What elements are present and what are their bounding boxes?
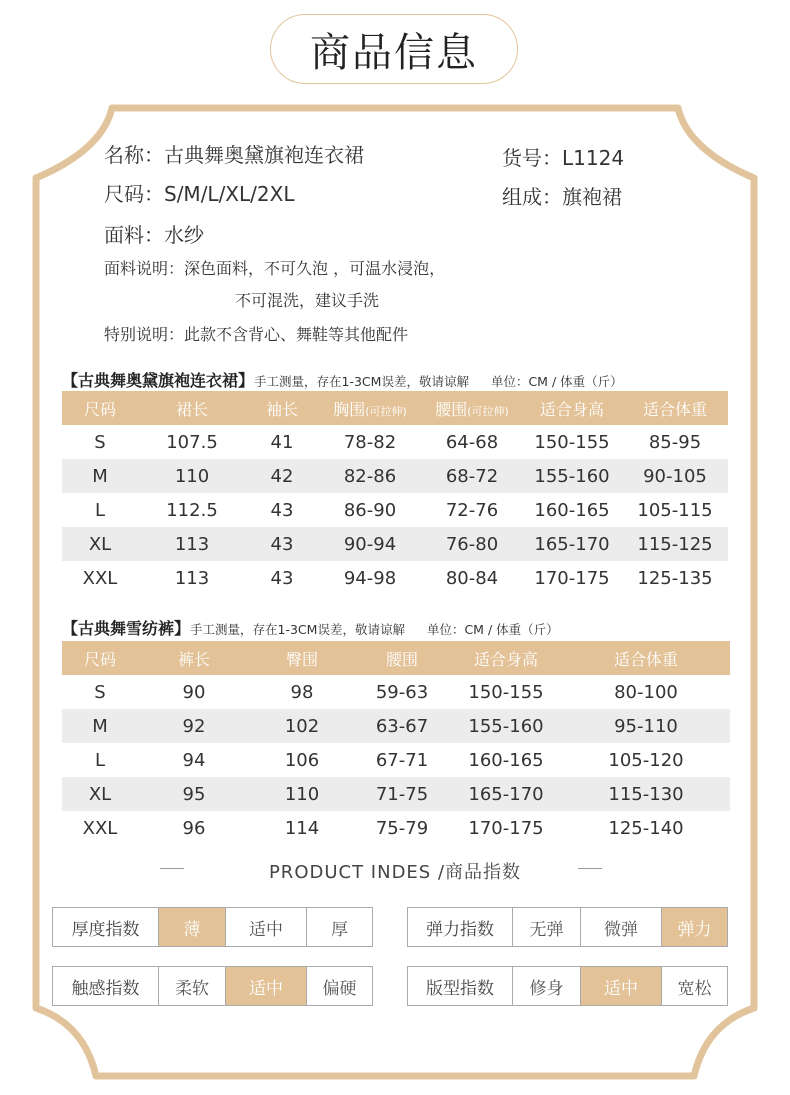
thickness-option-thin: 薄	[158, 908, 225, 946]
cell: 96	[182, 817, 206, 839]
cell: 113	[174, 567, 210, 589]
cell: 59-63	[375, 681, 429, 703]
cell: 90-94	[318, 527, 422, 561]
cell: 110	[250, 777, 354, 811]
fabric-note-line2: 不可混洗，建议手洗	[235, 291, 380, 310]
cell: 98	[290, 681, 314, 703]
cell: 63-67	[354, 709, 450, 743]
table-row	[62, 459, 728, 493]
table1-caption-note: 手工测量，存在1-3CM误差，敬请谅解	[254, 374, 469, 389]
fabric-note-line1: 面料说明：深色面料，不可久泡 ，可温水浸泡，	[104, 259, 446, 278]
cell: 94-98	[343, 567, 397, 589]
cell: L	[94, 749, 106, 771]
cell: M	[62, 459, 138, 493]
elasticity-index-label: 弹力指数	[426, 919, 494, 940]
cell: 80-100	[614, 681, 678, 703]
cell: 68-72	[422, 459, 522, 493]
fit-option-slim: 修身	[512, 967, 580, 1005]
cell: 85-95	[648, 431, 702, 453]
cell: 165-170	[522, 527, 622, 561]
touch-option-firm: 偏硬	[306, 967, 372, 1005]
touch-option-soft: 柔软	[158, 967, 225, 1005]
divider-right	[578, 868, 602, 869]
product-index-title: PRODUCT INDES /商品指数	[268, 862, 522, 883]
cell: 78-82	[343, 431, 397, 453]
item-number: 货号：L1124	[502, 146, 625, 170]
cell: 67-71	[375, 749, 429, 771]
cell: 160-165	[468, 749, 544, 771]
cell: XL	[62, 777, 138, 811]
cell: S	[94, 681, 106, 703]
cell: L	[94, 499, 106, 521]
fit-option-regular: 适中	[580, 967, 661, 1005]
table-row	[62, 561, 728, 595]
touch-index-label: 触感指数	[71, 978, 140, 999]
table-row	[62, 709, 730, 743]
touch-option-medium: 适中	[225, 967, 306, 1005]
header-height: 适合身高	[522, 391, 622, 425]
header-waist: 腰围	[354, 641, 450, 675]
header-chest: 胸围(可拉伸)	[318, 391, 422, 425]
table-header-row	[62, 391, 728, 425]
cell: 90	[182, 681, 206, 703]
size-range: 尺码：S/M/L/XL/2XL	[104, 182, 295, 206]
cell: 110	[138, 459, 246, 493]
cell: 72-76	[445, 499, 499, 521]
cell: 86-90	[343, 499, 397, 521]
header-weight: 适合体重	[562, 641, 730, 675]
thickness-option-medium: 适中	[225, 908, 306, 946]
table2-caption-note: 手工测量，存在1-3CM误差，敬请谅解	[190, 622, 405, 637]
cell: 115-130	[562, 777, 730, 811]
cell: 80-84	[445, 567, 499, 589]
cell: 82-86	[318, 459, 422, 493]
cell: 114	[284, 817, 320, 839]
table-row	[62, 425, 728, 459]
cell: 112.5	[166, 499, 218, 521]
table-row	[62, 493, 728, 527]
header-chest-note: (可拉伸)	[365, 404, 407, 418]
cell: 43	[246, 527, 318, 561]
cell: 71-75	[354, 777, 450, 811]
table-row	[62, 811, 730, 845]
section-title-badge	[270, 14, 518, 84]
table-row	[62, 675, 730, 709]
cell: 170-175	[534, 567, 610, 589]
cell: 105-120	[608, 749, 684, 771]
thickness-index-label: 厚度指数	[71, 919, 140, 940]
cell: 41	[270, 431, 294, 453]
cell: 170-175	[468, 817, 544, 839]
thickness-option-thick: 厚	[306, 908, 372, 946]
cell: 95-110	[562, 709, 730, 743]
special-note: 特别说明：此款不含背心、舞鞋等其他配件	[104, 325, 409, 344]
cell: XXL	[82, 817, 118, 839]
header-size: 尺码	[62, 641, 138, 675]
cell: 42	[246, 459, 318, 493]
cell: 76-80	[422, 527, 522, 561]
cell: 106	[284, 749, 320, 771]
elasticity-option-stretch: 弹力	[661, 908, 727, 946]
cell: 43	[270, 567, 294, 589]
pants-size-table	[62, 641, 730, 845]
fit-option-loose: 宽松	[661, 967, 727, 1005]
table1-caption-title: 【古典舞奥黛旗袍连衣裙】	[62, 371, 255, 390]
table2-caption-title: 【古典舞雪纺裤】	[62, 619, 191, 638]
cell: XXL	[82, 567, 118, 589]
cell: 102	[250, 709, 354, 743]
cell: S	[94, 431, 106, 453]
table-header-row	[62, 641, 730, 675]
cell: 64-68	[445, 431, 499, 453]
table-row	[62, 777, 730, 811]
cell: 107.5	[166, 431, 218, 453]
header-waist: 腰围(可拉伸)	[422, 391, 522, 425]
cell: 155-160	[522, 459, 622, 493]
product-name: 名称：古典舞奥黛旗袍连衣裙	[104, 143, 364, 167]
table-row	[62, 527, 728, 561]
header-size: 尺码	[62, 391, 138, 425]
cell: 105-115	[637, 499, 713, 521]
elasticity-option-none: 无弹	[512, 908, 580, 946]
touch-index	[52, 966, 373, 1006]
cell: 125-140	[608, 817, 684, 839]
fit-index-label: 版型指数	[426, 978, 494, 999]
cell: 115-125	[622, 527, 728, 561]
page-title: 商品信息	[310, 29, 478, 76]
cell: 75-79	[375, 817, 429, 839]
cell: 150-155	[468, 681, 544, 703]
cell: 155-160	[450, 709, 562, 743]
cell: 165-170	[450, 777, 562, 811]
thickness-index	[52, 907, 373, 947]
cell: M	[62, 709, 138, 743]
dress-size-table	[62, 391, 728, 595]
header-waist-note: (可拉伸)	[467, 404, 509, 418]
elasticity-index	[407, 907, 728, 947]
header-hip: 臀围	[250, 641, 354, 675]
header-height: 适合身高	[450, 641, 562, 675]
cell: 125-135	[637, 567, 713, 589]
cell: 43	[270, 499, 294, 521]
fabric: 面料：水纱	[104, 223, 204, 247]
header-weight: 适合体重	[622, 391, 728, 425]
header-dress-length: 裙长	[138, 391, 246, 425]
table2-caption-unit: 单位：CM / 体重（斤）	[426, 622, 559, 637]
table2-caption	[62, 616, 559, 639]
cell: 94	[182, 749, 206, 771]
fit-index	[407, 966, 728, 1006]
cell: 95	[138, 777, 250, 811]
header-sleeve-length: 袖长	[246, 391, 318, 425]
cell: XL	[62, 527, 138, 561]
table1-caption	[62, 368, 623, 391]
cell: 92	[138, 709, 250, 743]
cell: 160-165	[534, 499, 610, 521]
elasticity-option-slight: 微弹	[580, 908, 661, 946]
table1-caption-unit: 单位：CM / 体重（斤）	[490, 374, 623, 389]
table-row	[62, 743, 730, 777]
cell: 113	[138, 527, 246, 561]
header-pants-length: 裤长	[138, 641, 250, 675]
cell: 90-105	[622, 459, 728, 493]
composition: 组成：旗袍裙	[502, 185, 622, 209]
cell: 150-155	[534, 431, 610, 453]
